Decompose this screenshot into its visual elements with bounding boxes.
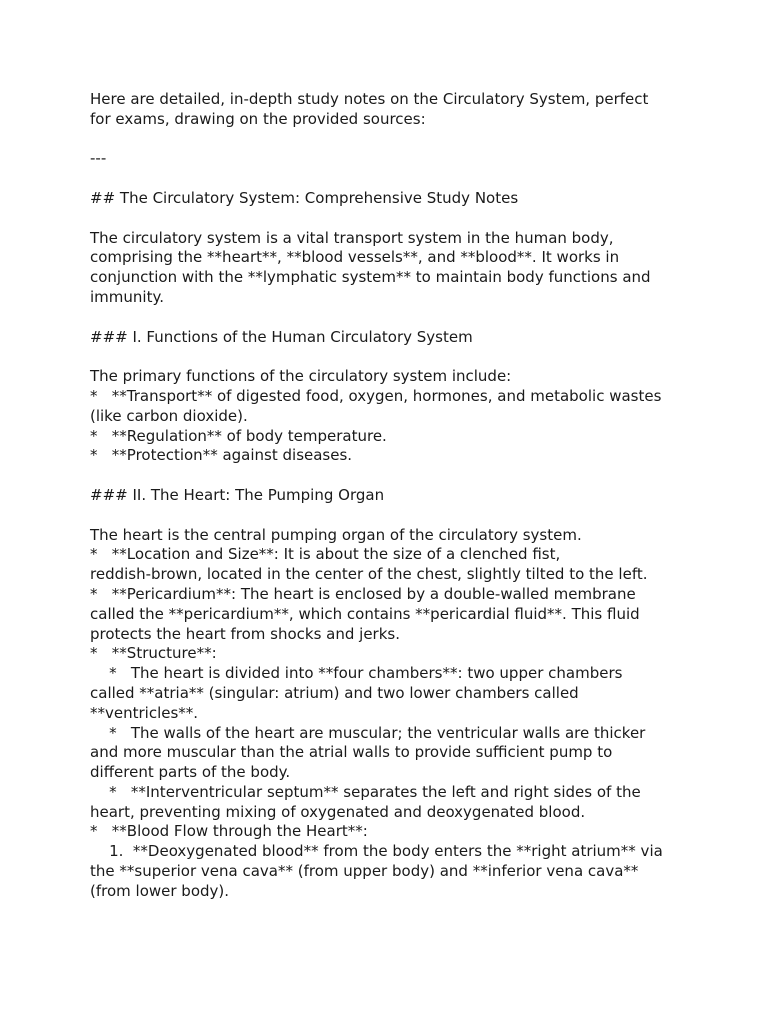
blank-line [90,209,690,229]
text-line: comprising the **heart**, **blood vessels**, and **blood**. It works in [90,248,620,267]
text-line: **ventricles**. [90,703,199,722]
text-line: conjunction with the **lymphatic system** to maintain body functions and [90,268,651,287]
text-line: different parts of the body. [90,763,291,782]
blank-line [90,130,690,150]
numbered-item: 1. **Deoxygenated blood** from the body enters the **right atrium** via [90,842,663,861]
blank-line [90,308,690,328]
subsection-heading: ### II. The Heart: The Pumping Organ [90,485,385,504]
text-line: (from lower body). [90,881,230,900]
bullet-item: * **Blood Flow through the Heart**: [90,822,368,841]
text-line: reddish-brown, located in the center of the chest, slightly tilted to the left. [90,565,648,584]
bullet-item: * **Transport** of digested food, oxygen, hormones, and metabolic wastes [90,386,662,405]
text-line: for exams, drawing on the provided sources: [90,109,426,128]
text-line: (like carbon dioxide). [90,406,248,425]
text-line: the **superior vena cava** (from upper body) and **inferior vena cava** [90,862,639,881]
horizontal-rule-text: --- [90,149,107,168]
text-line: Here are detailed, in-depth study notes on the Circulatory System, perfect [90,90,649,108]
bullet-item: * **Location and Size**: It is about the size of a clenched fist, [90,545,561,564]
text-line: called **atria** (singular: atrium) and two lower chambers called [90,683,579,702]
blank-line [90,169,690,189]
blank-line [90,466,690,486]
text-line: The circulatory system is a vital transport system in the human body, [90,228,614,247]
nested-bullet-item: * The walls of the heart are muscular; the ventricular walls are thicker [90,723,646,742]
text-line: protects the heart from shocks and jerks. [90,624,400,643]
blank-line [90,347,690,367]
text-line: called the **pericardium**, which contains **pericardial fluid**. This fluid [90,604,640,623]
text-line: heart, preventing mixing of oxygenated and deoxygenated blood. [90,802,586,821]
subsection-heading: ### I. Functions of the Human Circulatory System [90,327,473,346]
section-heading: ## The Circulatory System: Comprehensive Study Notes [90,188,519,207]
bullet-item: * **Structure**: [90,644,217,663]
bullet-item: * **Regulation** of body temperature. [90,426,387,445]
text-line: The heart is the central pumping organ of the circulatory system. [90,525,582,544]
nested-bullet-item: * The heart is divided into **four chambers**: two upper chambers [90,664,623,683]
bullet-item: * **Pericardium**: The heart is enclosed by a double-walled membrane [90,584,636,603]
text-line: and more muscular than the atrial walls to provide sufficient pump to [90,743,613,762]
text-line: The primary functions of the circulatory system include: [90,367,512,386]
document-page [90,90,690,902]
blank-line [90,506,690,526]
text-line: immunity. [90,287,164,306]
bullet-item: * **Protection** against diseases. [90,446,353,465]
nested-bullet-item: * **Interventricular septum** separates the left and right sides of the [90,782,641,801]
